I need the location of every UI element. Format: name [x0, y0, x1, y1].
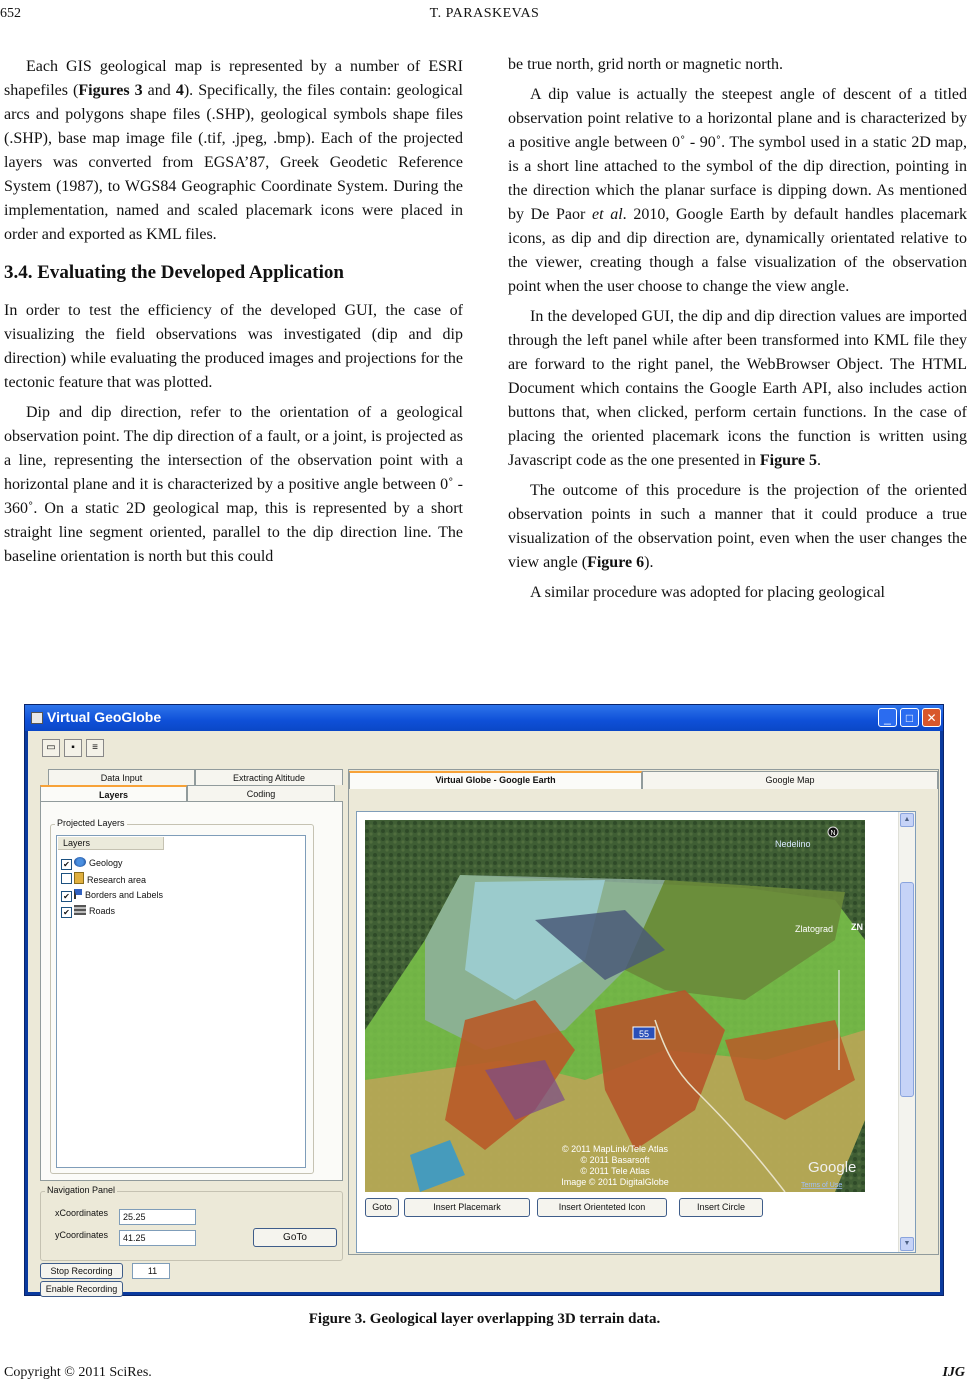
toolbar — [42, 737, 108, 757]
paragraph: In order to test the efficiency of the developed GUI, the case of visualizing the field observations was investigated (dip and dip direction) while evaluating the produced images and projections for the tectonic feature that was plotted. — [4, 302, 463, 391]
y-coordinates-input[interactable]: 41.25 — [119, 1230, 196, 1246]
tab-data-input[interactable]: Data Input — [48, 769, 195, 785]
tab-coding[interactable]: Coding — [187, 785, 335, 801]
minimize-button[interactable]: _ — [878, 708, 897, 727]
attribution-line: © 2011 Basarsoft — [580, 1155, 650, 1165]
terms-link[interactable]: Terms of Use — [801, 1182, 843, 1189]
town-label: Zlatograd — [795, 924, 834, 934]
layer-item-borders-and-labels[interactable] — [61, 888, 163, 902]
tab-extracting-altitude[interactable]: Extracting Altitude — [195, 769, 343, 785]
paragraph: Dip and dip direction, refer to the orientation of a geological observation point. The dip direction of a fault, or a joint, is projected as a line, representing the intersection of the observation point with a horizontal plane and it is characterized by a positive angle between 0˚ - 360˚. On a static 2D geological map, this is represented by a short straight line segment oriented, parallel to the dip direction line. The baseline orientation is north but this could — [4, 404, 463, 565]
text-run: In the developed GUI, the dip and dip direction values are imported through the left panel while after been transformed into KML file they are forward to the right panel, the WebBrowser Object. The HTML Document which contains the Google Earth API, also includes action buttons that, when clicked, perform certain functions. In the case of placing the oriented placemark icons the function is written using Javascript code as the one presented in — [508, 308, 967, 469]
tab-layers[interactable]: Layers — [40, 785, 187, 801]
paragraph — [508, 305, 967, 473]
scroll-thumb[interactable] — [900, 882, 914, 1097]
paragraph: be true north, grid north or magnetic north. — [508, 56, 784, 73]
zoom-label: ZN — [851, 922, 863, 932]
town-label: Nedelino — [775, 839, 811, 849]
paragraph — [4, 55, 463, 247]
layers-list[interactable] — [56, 835, 306, 1168]
recording-counter[interactable]: 11 — [132, 1263, 170, 1279]
layer-label: Borders and Labels — [85, 890, 164, 900]
group-label: Navigation Panel — [47, 1185, 116, 1195]
window-title: Virtual GeoGlobe — [47, 709, 162, 725]
google-logo: Google — [808, 1159, 857, 1176]
title-bar — [25, 705, 943, 731]
layer-item-roads[interactable] — [61, 904, 115, 918]
paragraph — [508, 479, 967, 575]
stop-recording-button[interactable]: Stop Recording — [40, 1263, 123, 1279]
insert-oriented-icon-button[interactable]: Insert Orienteted Icon — [537, 1198, 667, 1217]
close-button[interactable]: ✕ — [922, 708, 941, 727]
layer-checkbox[interactable]: ✔ — [61, 907, 72, 918]
save-icon[interactable]: ▪ — [64, 739, 82, 757]
tab-google-map[interactable]: Google Map — [642, 771, 938, 789]
text-run: 4 — [175, 82, 184, 99]
copyright-footer: Copyright © 2011 SciRes. — [4, 1365, 152, 1380]
figure-caption: Figure 3. Geological layer overlapping 3D terrain data. — [308, 1311, 661, 1327]
right-column — [508, 53, 967, 611]
road-number: 55 — [638, 1029, 650, 1039]
layer-label: Roads — [89, 906, 116, 916]
projected-layers-group — [50, 818, 314, 1174]
goto-map-button[interactable]: Goto — [365, 1198, 399, 1217]
running-title: T. PARASKEVAS — [429, 6, 540, 21]
app-icon — [31, 712, 43, 724]
paragraph: A similar procedure was adopted for placing geological — [530, 584, 885, 601]
page-number: 652 — [0, 6, 21, 21]
attribution-line: Image © 2011 DigitalGlobe — [561, 1177, 669, 1187]
maximize-button[interactable]: □ — [900, 708, 919, 727]
flag-icon — [74, 889, 82, 899]
layer-label: Geology — [89, 858, 123, 868]
insert-circle-button[interactable]: Insert Circle — [679, 1198, 763, 1217]
journal-abbrev: IJG — [942, 1365, 965, 1380]
text-run: Figure 5 — [759, 452, 817, 469]
web-browser[interactable] — [356, 811, 916, 1253]
roads-icon — [74, 905, 86, 915]
text-run: Figures 3 — [78, 82, 143, 99]
compass-label: N — [830, 830, 836, 837]
text-run: A dip value is actually the steepest angle of descent of a titled observation point relative to a horizontal plane and is characterized by a positive angle between 0˚ - 90˚. The symbol used in a static 2D map, is a short line attached to the symbol of the dip direction, pointing in the direction which the planar surface is dipping down. As mentioned by De Paor — [508, 86, 967, 223]
browser-scrollbar[interactable] — [898, 812, 915, 1252]
attribution-line: © 2011 MapLink/Tele Atlas — [561, 1144, 669, 1154]
list-header[interactable]: Layers — [58, 837, 164, 850]
window-client — [28, 731, 940, 1292]
navigation-panel — [40, 1185, 343, 1261]
text-run: ). — [644, 554, 654, 571]
layer-item-research-area[interactable] — [61, 872, 146, 886]
layer-label: Research area — [87, 875, 147, 885]
section-heading: 3.4. Evaluating the Developed Application — [4, 262, 344, 283]
layer-item-geology[interactable] — [61, 856, 123, 870]
scroll-up-icon[interactable]: ▲ — [900, 813, 914, 827]
layers-panel — [40, 801, 343, 1181]
group-label: Projected Layers — [57, 818, 125, 828]
goto-button[interactable]: GoTo — [253, 1228, 337, 1247]
layer-checkbox[interactable]: ✔ — [61, 891, 72, 902]
tab-virtual-globe[interactable]: Virtual Globe - Google Earth — [349, 771, 642, 789]
globe-icon — [74, 857, 86, 867]
text-run: Each GIS geological map is represented by a number of ESRI shapefiles ( — [4, 58, 463, 99]
left-column — [4, 55, 463, 575]
enable-recording-button[interactable]: Enable Recording — [40, 1281, 123, 1297]
text-run: The outcome of this procedure is the projection of the oriented observation points in such a manner that it could produce a true visualization of the observation point, even when the user changes the view angle ( — [508, 482, 967, 571]
layer-checkbox[interactable] — [61, 873, 72, 884]
scroll-down-icon[interactable]: ▼ — [900, 1237, 914, 1251]
y-coordinates-label: yCoordinates — [55, 1230, 109, 1240]
attribution-line: © 2011 Tele Atlas — [580, 1166, 650, 1176]
pushpin-icon — [74, 872, 84, 884]
text-run: . 2010, Google Earth by default handles placemark icons, as dip and dip direction are, dynamically orientated relative to the viewer, creating though a false visualization of the observation point when the user choose to change the view angle. — [508, 206, 968, 295]
x-coordinates-label: xCoordinates — [55, 1208, 109, 1218]
google-earth-view[interactable] — [365, 820, 865, 1192]
open-folder-icon[interactable]: ▭ — [42, 739, 60, 757]
paragraph — [508, 83, 967, 299]
text-run: and — [142, 82, 176, 99]
text-run: et al — [592, 206, 623, 223]
layer-checkbox[interactable]: ✔ — [61, 859, 72, 870]
text-run: Figure 6 — [587, 554, 645, 571]
insert-placemark-button[interactable]: Insert Placemark — [404, 1198, 530, 1217]
notes-icon[interactable]: ≡ — [86, 739, 104, 757]
app-window — [24, 704, 944, 1296]
x-coordinates-input[interactable]: 25.25 — [119, 1209, 196, 1225]
text-run: ). Specifically, the files contain: geological arcs and polygons shape files (.SHP), geological symbols shape files (.SHP), base map image file (.tif, .jpeg, .bmp). Each of the projected layers was converted from EGSA’87, Greek Geodetic Reference System (1987), to WGS84 Geographic Coordinate System. During the implementation, named and scaled placemark icons were placed in order and exported as KML files. — [4, 82, 463, 243]
text-run: . — [816, 452, 821, 469]
